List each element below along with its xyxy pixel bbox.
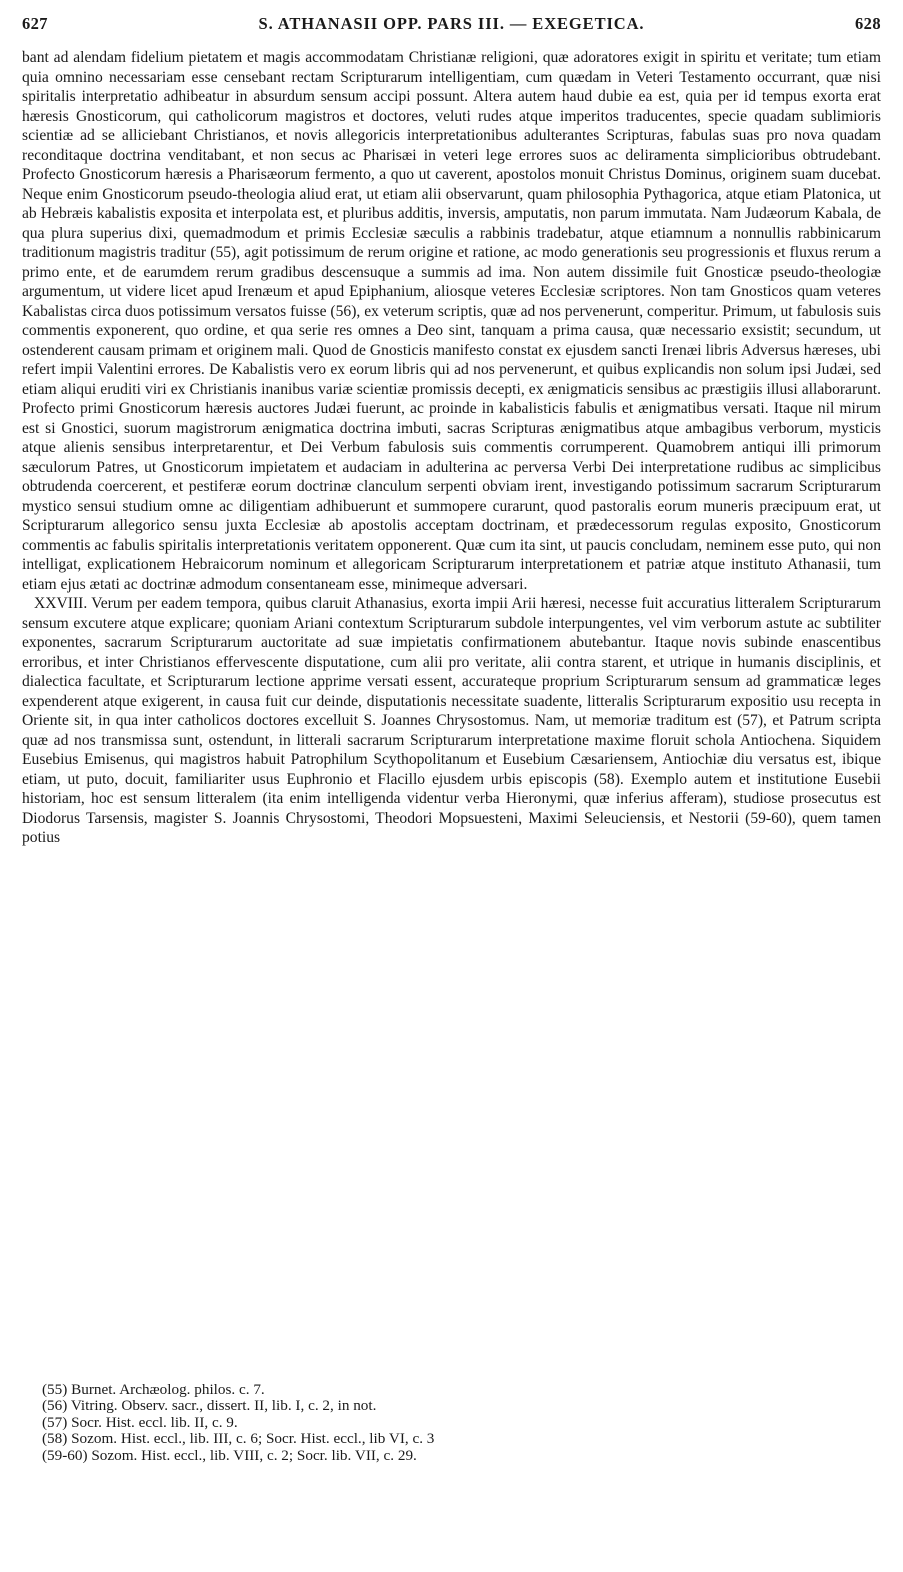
- running-header: [22, 14, 881, 38]
- page-number-left: 627: [22, 14, 48, 33]
- paragraph-continued: bant ad alendam fidelium pietatem et magis accommodatam Christianæ religioni, quæ adoratores exigit in spiritu et veritate; tum etiam quia omnino necessariam esse censebant rectam Scripturarum intelligentiam, cum quædam in Veteri Testamento occurrant, quæ nisi spiritalis interpretatio adhibeatur in absurdum sensum accipi possunt. Altera autem haud dubie ea est, quia per id tempus exorta erat hæresis Gnosticorum, qui catholicorum magistros et doctores, veluti rudes atque imperitos traducentes, specie quadam sublimioris scientiæ ad se alliciebant Christianos, et novis allegoricis interpretationibus adulterantes Scripturas, fabulas suas pro nova quadam reconditaque doctrina venditabant, et non secus ac Pharisæi in veteri lege errores suos ac deliramenta simplicioribus obtrudebant. Profecto Gnosticorum hæresis a Pharisæorum fermento, a quo ut caverent, apostolos monuit Christus Dominus, originem suam ducebat. Neque enim Gnosticorum pseudo-theologia aliud erat, ut etiam alii observarunt, quam philosophia Pythagorica, atque etiam Platonica, ut ab Hebræis kabalistis exposita et interpolata est, et pluribus additis, inversis, amputatis, non parum immutata. Nam Judæorum Kabala, de qua plura superius dixi, quemadmodum et primis Ecclesiæ sæculis a rabbinis tradebatur, atque etiamnum a nonnullis rabbinicarum traditionum magistris traditur (55), agit potissimum de rerum origine et ratione, ac modo generationis seu progressionis et fluxus rerum a primo ente, et de earumdem rerum gradibus descensuque a summis ad ima. Non autem dissimile fuit Gnosticæ pseudo-theologiæ argumentum, ut videre licet apud Irenæum et apud Epiphanium, aliosque veteres Ecclesiæ scriptores. Non tam Gnosticos quam veteres Kabalistas circa duos potissimum versatos fuisse (56), ex veterum scriptis, quæ ad nos pervenerunt, comperitur. Primum, ut fabulosis suis commentis exponerent, quo ordine, et qua serie res omnes a Deo sint, tanquam a prima causa, quæ necessario exsistit; secundum, ut ostenderent causam primam et originem mali. Quod de Gnosticis manifesto constat ex ejusdem sancti Irenæi libris Adversus hæreses, ubi refert impii Valentini errores. De Kabalistis vero ex eorum libris qui ad nos pervenerunt, et quibus explicandis non solum ipsi Judæi, sed etiam aliqui eruditi viri ex Christianis inanibus variæ scientiæ promissis decepti, ex ænigmaticis sensibus ac præstigiis illusi allaborarunt. Profecto primi Gnosticorum hæresis auctores Judæi fuerunt, ac proinde in kabalisticis fabulis et ænigmatibus versati. Itaque nil mirum est si Gnostici, suorum magistrorum ænigmatica doctrina imbuti, sacras Scripturas ænigmatibus atque ambagibus verborum, mysticis atque alienis sensibus interpretarentur, et Dei Verbum fabulosis suis commentis corrumperent. Quamobrem antiqui illi primorum sæculorum Patres, ut Gnosticorum impietatem et audaciam in adulterina ac perversa Verbi Dei interpretatione rudibus ac simplicibus obtrudenda coercerent, et pestiferæ eorum doctrinæ clanculum serpenti obviam irent, investigando potissimum sacrarum Scripturarum mystico sensui studium omne ac diligentiam adhibuerunt et summopere curarunt, quod pastoralis eorum muneris præcipuum erat, ut Scripturarum allegorico sensu juxta Ecclesiæ ab apostolis acceptam doctrinam, et prædecessorum regulas exposito, Gnosticorum commentis ac fabulis spiritalis interpretationis veritatem opponerent. Quæ cum ita sint, ut paucis concludam, neminem esse puto, qui non intelligat, explicationem Hebraicorum nominum et allegoricam Scripturarum interpretationem et patriæ atque instituto Athanasii, tum etiam ejus ætati ac doctrinæ admodum consentaneam esse, minimeque adversari.: [22, 49, 881, 593]
- page-number-right: 628: [855, 14, 881, 33]
- footnote-55: (55) Burnet. Archæolog. philos. c. 7.: [42, 1381, 265, 1398]
- main-text: [22, 48, 881, 848]
- footnotes: [42, 1382, 881, 1464]
- running-title: S. ATHANASII OPP. PARS III. — EXEGETICA.: [258, 14, 645, 33]
- footnote-59-60: (59-60) Sozom. Hist. eccl., lib. VIII, c. 2; Socr. lib. VII, c. 29.: [42, 1446, 417, 1464]
- footnote-56: (56) Vitring. Observ. sacr., dissert. II, lib. I, c. 2, in not.: [42, 1397, 377, 1415]
- footnote-57: (57) Socr. Hist. eccl. lib. II, c. 9.: [42, 1413, 238, 1431]
- paragraph-xxviii: XXVIII. Verum per eadem tempora, quibus claruit Athanasius, exorta impii Arii hæresi, necesse fuit accuratius litteralem Scripturarum sensum excutere atque explicare; quoniam Ariani contextum Scripturarum subdole interpungentes, vel vim verborum astute ac subtiliter exponentes, sacrarum Scripturarum auctoritate ad suæ impietatis confirmationem abutebantur. Itaque novis subinde enascentibus erroribus, et inter Christianos effervescente disputatione, cum alii pro veritate, alii contra starent, et utrique in humanis disciplinis, et dialectica facultate, et Scripturarum lectione apprime versati essent, accurateque proprium Scripturarum sensum ad grammaticæ leges expenderent atque exigerent, in causa fuit cur deinde, disputationis necessitate suadente, litteralis Scripturarum expositio usu recepta in Oriente sit, in qua inter catholicos doctores excelluit S. Joannes Chrysostomus. Nam, ut memoriæ traditum est (57), et Patrum scripta quæ ad nos transmissa sunt, ostendunt, in litterali sacrarum Scripturarum interpretatione maxime floruit schola Antiochena. Siquidem Eusebius Emisenus, qui magistros habuit Patrophilum Scythopolitanum et Eusebium Cæsariensem, Antiochiæ diu versatus est, ibique etiam, ut puto, docuit, familiariter usus Euphronio et Flacillo ejusdem urbis episcopis (58). Exemplo autem et institutione Eusebii historiam, hoc est sensum litteralem (ita enim intelligenda videntur verba Hieronymi, quæ inferius afferam), studiose prosecutus est Diodorus Tarsensis, magister S. Joannis Chrysostomi, Theodori Mopsuesteni, Maximi Seleuciensis, et Nestorii (59-60), quem tamen potius: [22, 595, 881, 846]
- footnote-58: (58) Sozom. Hist. eccl., lib. III, c. 6; Socr. Hist. eccl., lib VI, c. 3: [42, 1430, 435, 1448]
